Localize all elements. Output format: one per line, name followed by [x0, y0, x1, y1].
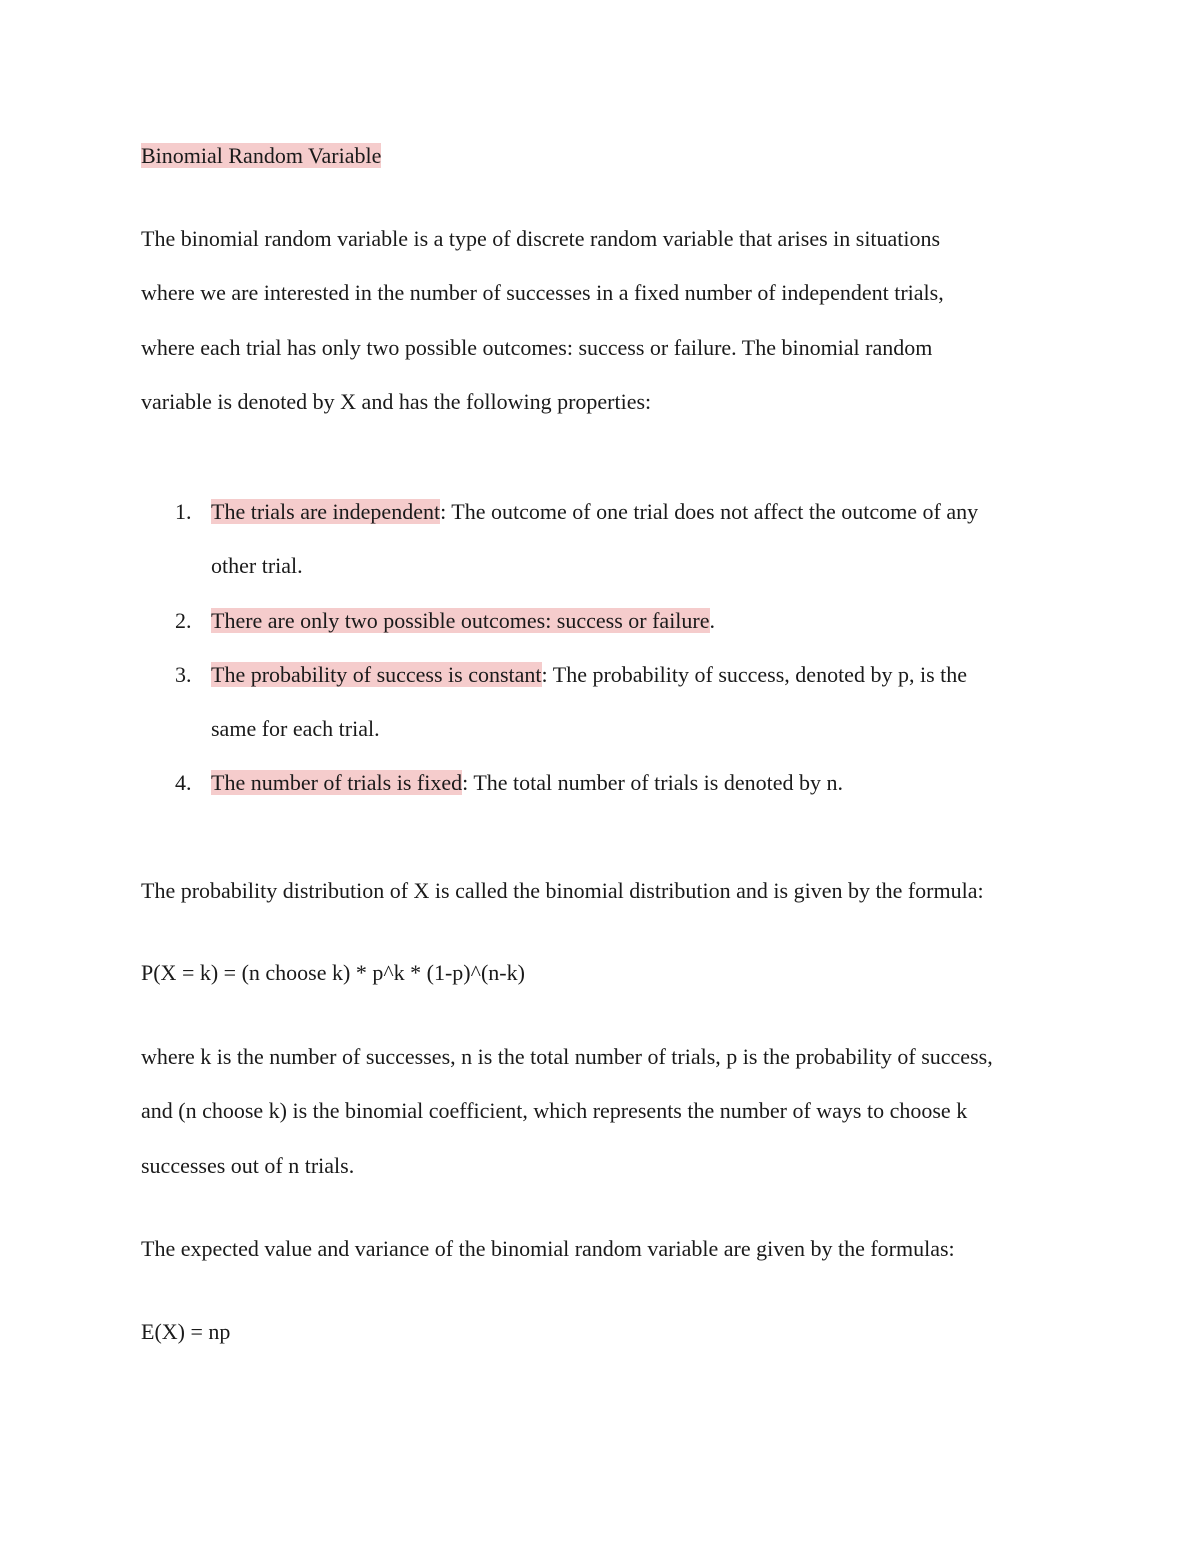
- explanation-paragraph: [141, 1030, 1071, 1193]
- expected-intro: [141, 1222, 1071, 1276]
- list-number: 4.: [175, 770, 192, 796]
- intro-line: variable is denoted by X and has the following properties:: [141, 388, 652, 414]
- property-text: : The total number of trials is denoted by n.: [462, 770, 843, 796]
- property-line: [211, 756, 1071, 810]
- property-line: [211, 648, 1071, 702]
- intro-line: where we are interested in the number of successes in a fixed number of independent trials,: [141, 280, 944, 306]
- intro-line: The binomial random variable is a type of discrete random variable that arises in situations: [141, 226, 941, 251]
- property-highlight: There are only two possible outcomes: success or failure: [211, 607, 710, 633]
- distribution-intro-line: The probability distribution of X is called the binomial distribution and is given by the formula:: [141, 878, 984, 903]
- property-item-4: [141, 756, 1071, 810]
- explanation-line: and (n choose k) is the binomial coefficient, which represents the number of ways to choose k: [141, 1098, 968, 1124]
- property-item-3: [141, 648, 1071, 757]
- explanation-line: where k is the number of successes, n is the total number of trials, p is the probability of success,: [141, 1044, 993, 1069]
- pmf-formula: [141, 946, 1071, 1000]
- property-item-2: [141, 594, 1071, 648]
- intro-paragraph: [141, 212, 1071, 429]
- list-number: 2.: [175, 607, 192, 633]
- document-title: [141, 140, 381, 172]
- property-highlight: The probability of success is constant: [211, 661, 542, 687]
- list-number: 3.: [175, 661, 192, 687]
- distribution-intro: [141, 864, 1071, 918]
- expected-formula-line: E(X) = np: [141, 1319, 231, 1344]
- property-line: [211, 594, 1071, 648]
- property-line: same for each trial.: [211, 716, 380, 742]
- explanation-line: successes out of n trials.: [141, 1152, 355, 1178]
- pmf-formula-line: P(X = k) = (n choose k) * p^k * (1-p)^(n-k): [141, 960, 525, 985]
- title-highlight: Binomial Random Variable: [141, 143, 382, 168]
- property-text: : The probability of success, denoted by p, is the: [541, 661, 968, 687]
- property-line: other trial.: [211, 553, 303, 579]
- property-line: [211, 485, 1071, 539]
- property-highlight: The number of trials is fixed: [211, 770, 463, 796]
- intro-line: where each trial has only two possible outcomes: success or failure. The binomial random: [141, 334, 933, 360]
- property-text: : The outcome of one trial does not affect the outcome of any: [440, 499, 979, 524]
- properties-list: [141, 485, 1071, 811]
- expected-intro-line: The expected value and variance of the binomial random variable are given by the formulas:: [141, 1236, 955, 1261]
- expected-formula: [141, 1305, 1071, 1359]
- property-text: .: [709, 607, 716, 633]
- property-highlight: The trials are independent: [211, 499, 441, 524]
- property-item-1: [141, 485, 1071, 594]
- list-number: 1.: [175, 499, 192, 524]
